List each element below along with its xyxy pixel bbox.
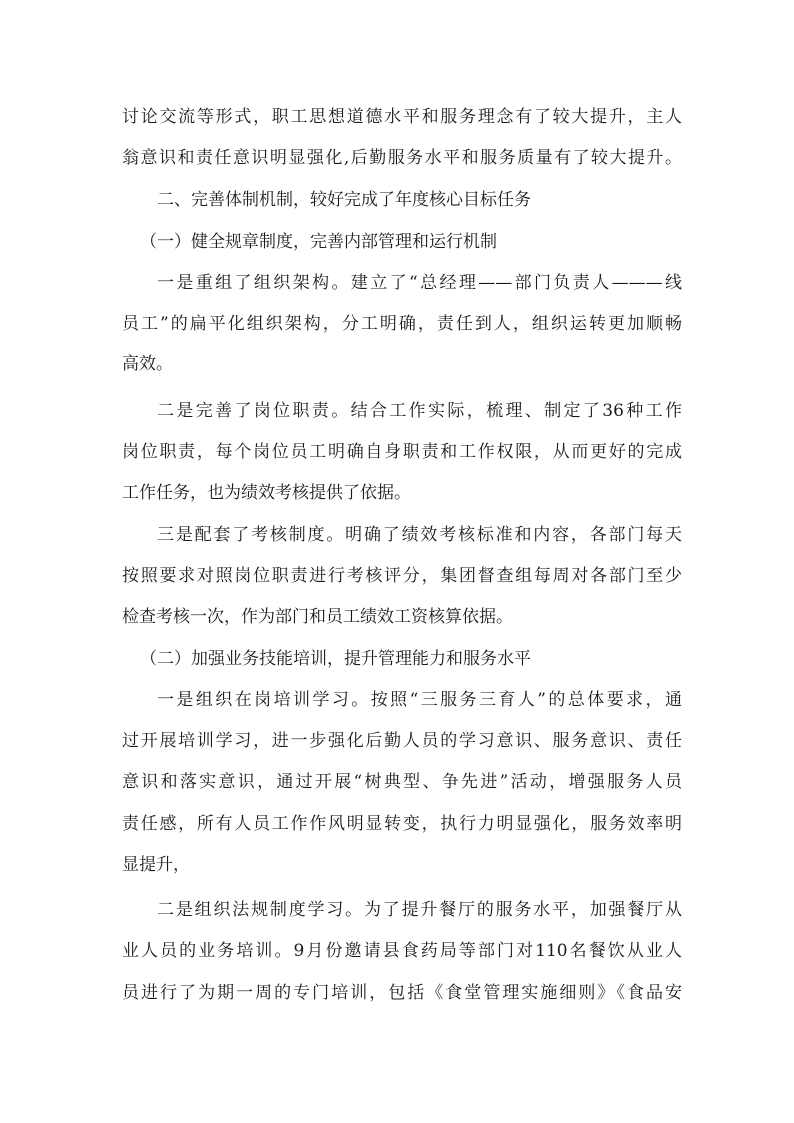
- paragraph-line: 检查考核一次，作为部门和员工绩效工资核算依据。: [122, 607, 513, 627]
- paragraph-line: 三是配套了考核制度。明确了绩效考核标准和内容，各部门每天: [157, 525, 682, 545]
- subsection-heading: （一）健全规章制度，完善内部管理和运行机制: [140, 232, 497, 252]
- paragraph-line: 讨论交流等形式，职工思想道德水平和服务理念有了较大提升，主人: [122, 107, 682, 127]
- paragraph-line: 业人员的业务培训。9月份邀请县食药局等部门对110名餐饮从业人: [122, 941, 682, 961]
- subsection-heading: （二）加强业务技能培训，提升管理能力和服务水平: [140, 649, 531, 669]
- paragraph-line: 员进行了为期一周的专门培训，包括《食堂管理实施细则》《食品安: [122, 983, 682, 1003]
- section-heading: 二、完善体制机制，较好完成了年度核心目标任务: [157, 190, 531, 210]
- paragraph-line: 责任感，所有人员工作作风明显转变，执行力明显强化，服务效率明: [122, 814, 682, 834]
- paragraph-line: 过开展培训学习，进一步强化后勤人员的学习意识、服务意识、责任: [122, 731, 682, 751]
- paragraph-line: 一是组织在岗培训学习。按照“三服务三育人”的总体要求，通: [157, 690, 682, 710]
- paragraph-line: 按照要求对照岗位职责进行考核评分，集团督查组每周对各部门至少: [122, 566, 682, 586]
- paragraph-line: 显提升，: [122, 855, 190, 875]
- paragraph-line: 意识和落实意识，通过开展“树典型、争先进”活动，增强服务人员: [122, 772, 682, 792]
- paragraph-line: 员工”的扁平化组织架构，分工明确，责任到人，组织运转更加顺畅: [122, 314, 682, 334]
- paragraph-line: 二是完善了岗位职责。结合工作实际，梳理、制定了36种工作: [157, 401, 682, 421]
- paragraph-line: 翁意识和责任意识明显强化,后勤服务水平和服务质量有了较大提升。: [122, 148, 682, 168]
- paragraph-line: 高效。: [122, 354, 173, 374]
- paragraph-line: 二是组织法规制度学习。为了提升餐厅的服务水平，加强餐厅从: [157, 900, 682, 920]
- paragraph-line: 一是重组了组织架构。建立了“总经理——部门负责人———线: [157, 273, 682, 293]
- paragraph-line: 岗位职责，每个岗位员工明确自身职责和工作权限，从而更好的完成: [122, 442, 682, 462]
- paragraph-line: 工作任务，也为绩效考核提供了依据。: [122, 483, 411, 503]
